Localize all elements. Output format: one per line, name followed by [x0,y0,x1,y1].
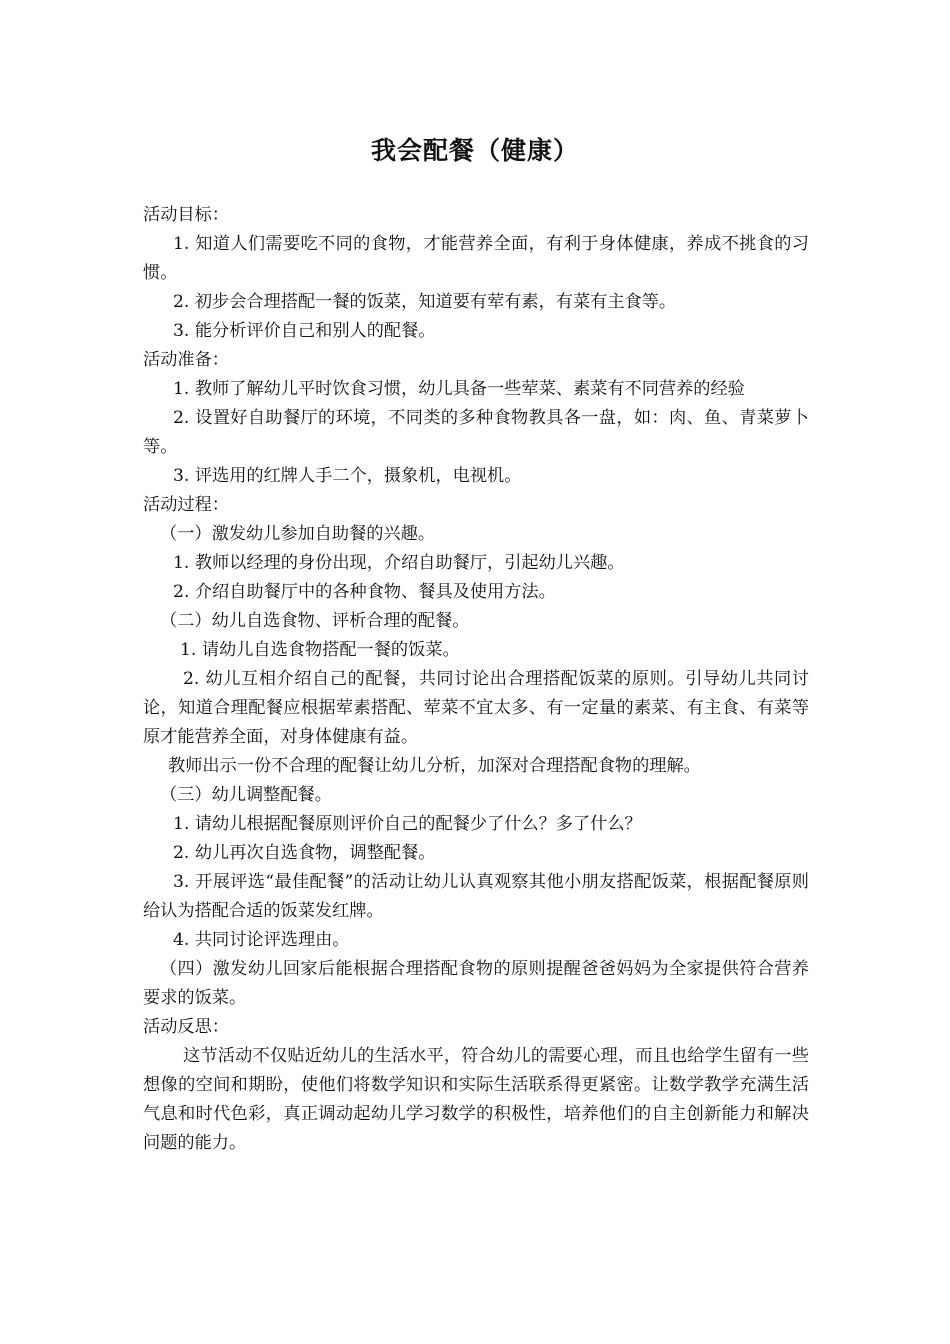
section-heading-preparation: 活动准备： [143,350,229,370]
process-part1-item-1: 1. 教师以经理的身份出现，介绍自助餐厅，引起幼儿兴趣。 [173,553,625,573]
section-heading-goals: 活动目标： [143,205,229,225]
process-part2-item-2: 2. 幼儿互相介绍自己的配餐，共同讨论出合理搭配饭菜的原则。引导幼儿共同讨论，知道合理配餐应根据荤素搭配、荤菜不宜太多、有一定量的素菜、有主食、有菜等原才能营养全面，对身体健康有益。 [143,669,809,747]
process-part2-title: （二）幼儿自选食物、评析合理的配餐。 [160,611,470,631]
preparation-item-1: 1. 教师了解幼儿平时饮食习惯，幼儿具备一些荤菜、素菜有不同营养的经验 [173,379,745,399]
process-part2-note: 教师出示一份不合理的配餐让幼儿分析，加深对合理搭配食物的理解。 [168,756,701,776]
process-part3-item-4: 4. 共同讨论评选理由。 [173,930,350,950]
section-heading-process: 活动过程： [143,495,229,515]
preparation-item-2: 2. 设置好自助餐厅的环境，不同类的多种食物教具各一盘，如：肉、鱼、青菜萝卜等。 [143,408,809,457]
process-part3-item-1: 1. 请幼儿根据配餐原则评价自己的配餐少了什么？多了什么？ [173,814,642,834]
process-part1-item-2: 2. 介绍自助餐厅中的各种食物、餐具及使用方法。 [173,582,556,602]
reflection-text: 这节活动不仅贴近幼儿的生活水平，符合幼儿的需要心理，而且也给学生留有一些想像的空间和期盼，使他们将数学知识和实际生活联系得更紧密。让数学教学充满生活气息和时代色彩，真正调动起幼儿学习数学的积极性，培养他们的自主创新能力和解决问题的能力。 [143,1046,809,1153]
goal-item-1: 1. 知道人们需要吃不同的食物，才能营养全面，有利于身体健康，养成不挑食的习惯。 [143,234,809,283]
document-body [143,201,809,1158]
goal-item-3: 3. 能分析评价自己和别人的配餐。 [173,321,436,341]
process-part2-item-1: 1. 请幼儿自选食物搭配一餐的饭菜。 [180,640,460,660]
document-title: 我会配餐（健康） [370,136,579,165]
process-part1-title: （一）激发幼儿参加自助餐的兴趣。 [160,524,436,544]
process-part3-item-3: 3. 开展评选“最佳配餐”的活动让幼儿认真观察其他小朋友搭配饭菜，根据配餐原则给认为搭配合适的饭菜发红牌。 [143,872,809,921]
section-heading-reflection: 活动反思： [143,1017,229,1037]
goal-item-2: 2. 初步会合理搭配一餐的饭菜，知道要有荤有素，有菜有主食等。 [173,292,677,312]
process-part3-item-2: 2. 幼儿再次自选食物，调整配餐。 [173,843,436,863]
preparation-item-3: 3. 评选用的红牌人手二个，摄象机，电视机。 [173,466,522,486]
process-part4-text: （四）激发幼儿回家后能根据合理搭配食物的原则提醒爸爸妈妈为全家提供符合营养要求的饭菜。 [143,959,809,1008]
process-part3-title: （三）幼儿调整配餐。 [160,785,332,805]
